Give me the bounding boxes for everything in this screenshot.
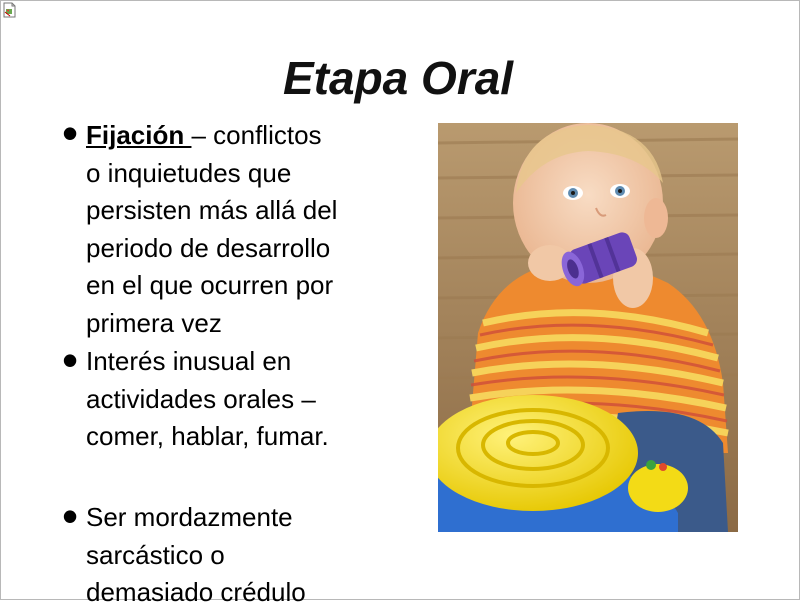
bullet-line: sarcástico o	[86, 539, 225, 570]
bullet-icon: •	[62, 334, 79, 386]
baby-photo	[438, 123, 738, 532]
bullet-line: en el que ocurren por	[86, 270, 334, 300]
bullet-item-3	[86, 499, 306, 612]
bullet-line: comer, hablar, fumar.	[86, 421, 329, 451]
bullet-line: demasiado crédulo	[86, 577, 306, 607]
bullet-line: primera vez	[86, 307, 222, 338]
bullet-item-2	[86, 343, 329, 456]
bullet-line: persisten más allá del	[86, 195, 338, 225]
baby-photo-illustration	[438, 123, 738, 532]
bullet-line: Ser mordazmente	[86, 502, 293, 532]
slide-title: Etapa Oral	[283, 52, 514, 104]
bullet-line: Interés inusual en	[86, 346, 292, 376]
bullet-icon: •	[62, 107, 79, 159]
bullet-term: Fijación	[86, 120, 192, 150]
bullet-item-1	[86, 117, 337, 342]
broken-image-icon	[3, 2, 17, 18]
bullet-line: o inquietudes que	[86, 157, 292, 188]
bullet-line: actividades orales –	[86, 383, 316, 414]
bullet-line: periodo de desarrollo	[86, 232, 331, 263]
bullet-icon: •	[62, 490, 79, 542]
bullet-line: – conflictos	[191, 120, 322, 150]
